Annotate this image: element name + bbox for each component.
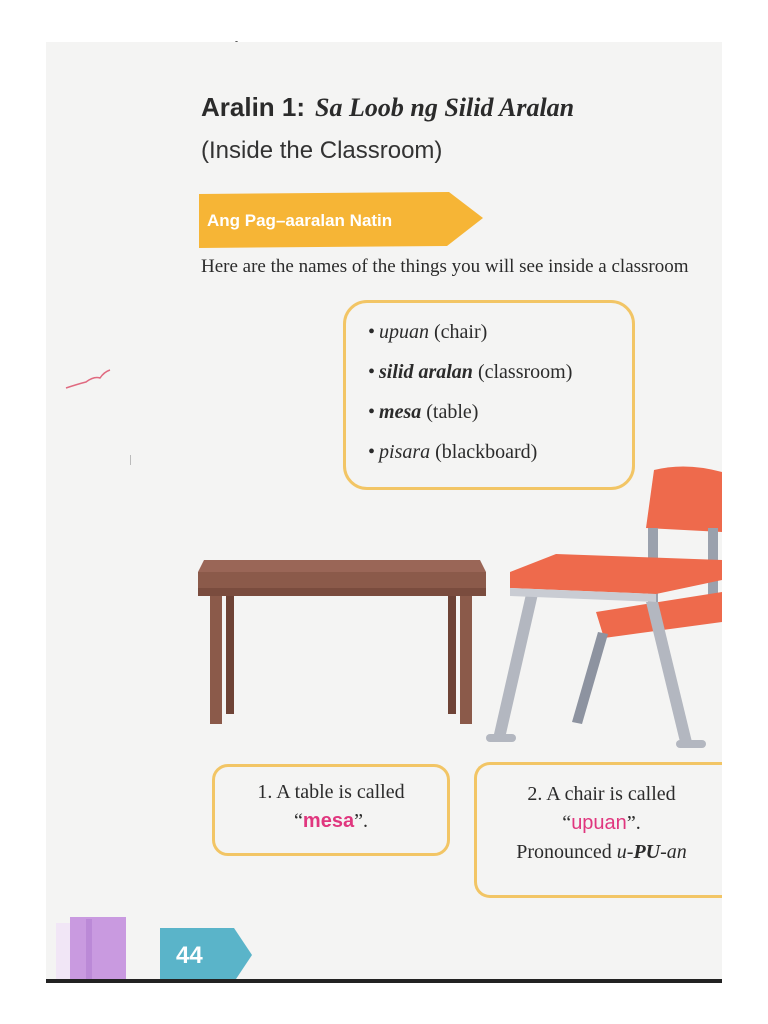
intro-text: Here are the names of the things you will see inside a classroom: [201, 256, 689, 277]
note-chair-line2: [477, 812, 722, 835]
vocab-meaning: (table): [426, 401, 479, 423]
note-table-line1: 1. A table is called: [257, 781, 405, 803]
note-chair-line3: [477, 841, 722, 864]
pron-stress: PU: [633, 841, 661, 863]
section-label: Ang Pag–aaralan Natin: [207, 211, 393, 230]
section-banner: [199, 192, 483, 248]
close-quote: ”.: [626, 812, 641, 834]
close-quote: ”.: [354, 810, 368, 832]
page-number-tab: [160, 928, 252, 982]
vocab-meaning: (classroom): [477, 361, 573, 383]
word-upuan: upuan: [571, 812, 627, 834]
pen-mark: [64, 362, 114, 392]
vocab-item: [368, 321, 487, 344]
scan-bottom-edge: [46, 979, 722, 983]
note-table-line2: [215, 810, 447, 833]
bullet: •: [368, 361, 376, 383]
table-illustration: [196, 552, 491, 727]
scan-tick: [130, 455, 131, 465]
lesson-label: Aralin 1:: [201, 92, 306, 122]
pron-part: u-: [616, 841, 634, 863]
note-table: [212, 764, 450, 856]
bullet: •: [368, 401, 376, 423]
page-tab-shape: [160, 928, 252, 982]
page-number: 44: [176, 942, 203, 969]
word-mesa: mesa: [302, 810, 355, 832]
pronunciation: [617, 841, 687, 863]
lesson-heading: [201, 92, 574, 123]
note-chair-line1: 2. A chair is called: [527, 783, 676, 805]
open-quote: “: [294, 810, 303, 832]
vocab-item: [368, 401, 478, 424]
vocab-meaning: (chair): [434, 321, 488, 343]
vocab-term: silid aralan: [379, 361, 473, 383]
book-page: [46, 42, 722, 982]
bullet: •: [368, 321, 376, 343]
lesson-subtitle: (Inside the Classroom): [201, 137, 443, 164]
vocab-term: mesa: [379, 401, 422, 423]
bullet: •: [368, 441, 376, 463]
pronounced-label: Pronounced: [516, 841, 612, 863]
vocab-item: [368, 441, 537, 464]
vocab-term: pisara: [379, 441, 431, 463]
pron-part: -an: [660, 841, 687, 863]
lesson-title: Sa Loob ng Silid Aralan: [315, 93, 575, 122]
chair-illustration: [486, 462, 722, 752]
vocab-term: upuan: [379, 321, 430, 343]
note-chair: [474, 762, 722, 898]
open-quote: “: [562, 812, 572, 834]
vocab-item: [368, 361, 572, 384]
purple-edge-tab: [56, 917, 126, 982]
vocab-meaning: (blackboard): [435, 441, 538, 463]
